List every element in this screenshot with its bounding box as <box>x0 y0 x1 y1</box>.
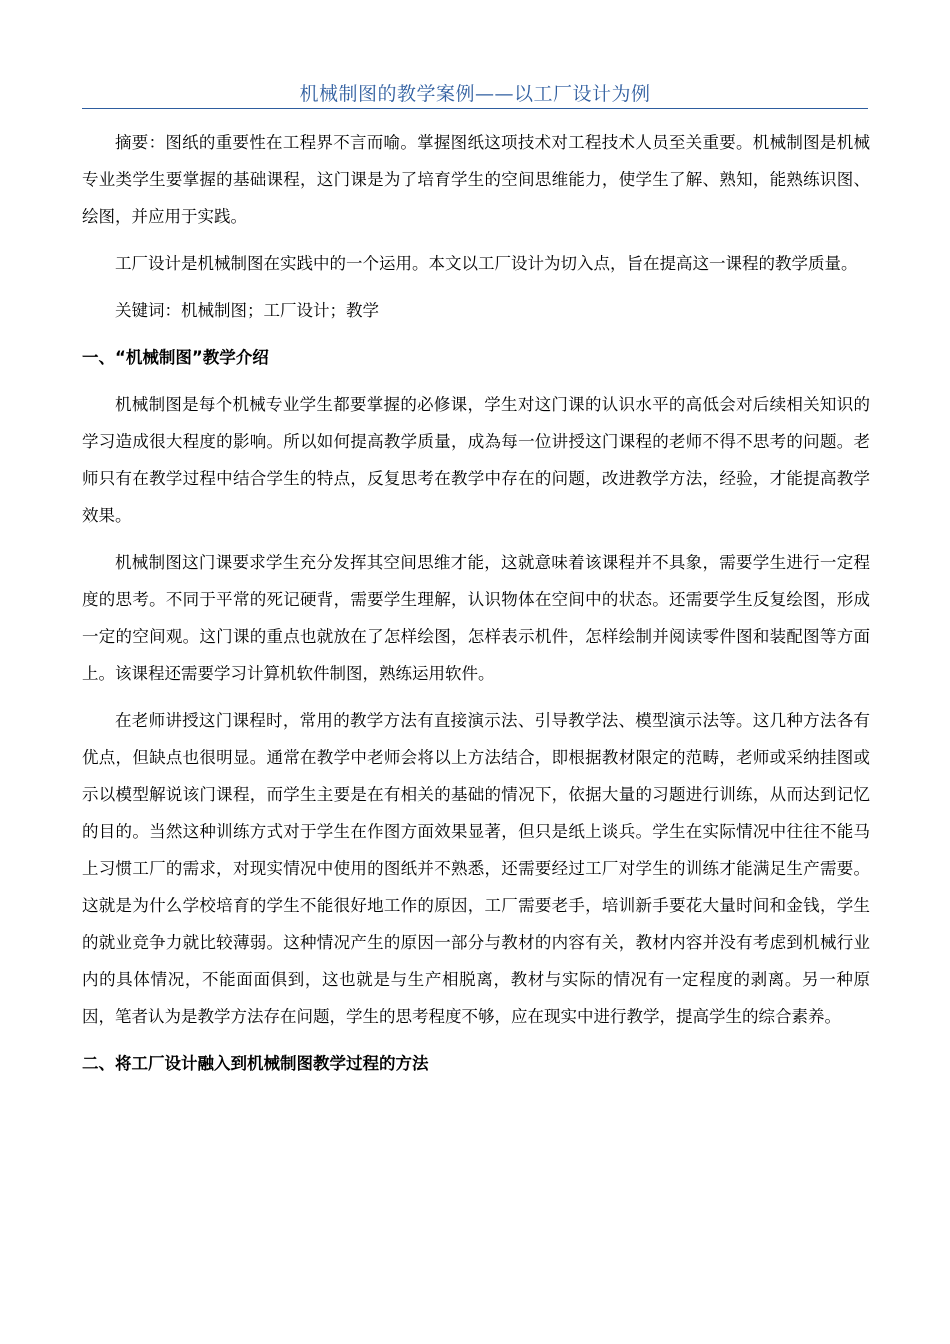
section-1-heading: 一、“机械制图”教学介绍 <box>82 348 269 367</box>
section-1-paragraph-1: 机械制图是每个机械专业学生都要掌握的必修课，学生对这门课的认识水平的高低会对后续相关知识的学习造成很大程度的影响。所以如何提高教学质量，成為每一位讲授这门课程的老师不得不思考的问题。老师只有在教学过程中结合学生的特点，反复思考在教学中存在的问题，改进教学方法，经验，才能提高教学效果。 <box>82 395 870 525</box>
section-2-heading: 二、将工厂设计融入到机械制图教学过程的方法 <box>82 1054 429 1073</box>
abstract-paragraph: 摘要：图纸的重要性在工程界不言而喻。掌握图纸这项技术对工程技术人员至关重要。机械制图是机械专业类学生要掌握的基础课程，这门课是为了培育学生的空间思维能力，使学生了解、熟知，能熟练识图、绘图，并应用于实践。 <box>82 133 870 226</box>
document-title: 机械制图的教学案例——以工厂设计为例 <box>299 83 651 105</box>
document-body <box>82 124 870 1092</box>
section-1-paragraph-2: 机械制图这门课要求学生充分发挥其空间思维才能，这就意味着该课程并不具象，需要学生进行一定程度的思考。不同于平常的死记硬背，需要学生理解，认识物体在空间中的状态。还需要学生反复绘图，形成一定的空间观。这门课的重点也就放在了怎样绘图，怎样表示机件，怎样绘制并阅读零件图和装配图等方面上。该课程还需要学习计算机软件制图，熟练运用软件。 <box>82 553 870 683</box>
intro-paragraph: 工厂设计是机械制图在实践中的一个运用。本文以工厂设计为切入点，旨在提高这一课程的教学质量。 <box>115 254 858 273</box>
keywords-line: 关键词：机械制图；工厂设计；教学 <box>115 301 379 320</box>
title-underline <box>82 108 868 109</box>
section-1-paragraph-3: 在老师讲授这门课程时，常用的教学方法有直接演示法、引导教学法、模型演示法等。这几种方法各有优点，但缺点也很明显。通常在教学中老师会将以上方法结合，即根据教材限定的范畴，老师或采纳挂图或示以模型解说该门课程，而学生主要是在有相关的基础的情况下，依据大量的习题进行训练，从而达到记忆的目的。当然这种训练方式对于学生在作图方面效果显著，但只是纸上谈兵。学生在实际情况中往往不能马上习惯工厂的需求，对现实情况中使用的图纸并不熟悉，还需要经过工厂对学生的训练才能满足生产需要。这就是为什么学校培育的学生不能很好地工作的原因，工厂需要老手，培训新手要花大量时间和金钱，学生的就业竞争力就比较薄弱。这种情况产生的原因一部分与教材的内容有关，教材内容并没有考虑到机械行业内的具体情况，不能面面俱到，这也就是与生产相脱离，教材与实际的情况有一定程度的剥离。另一种原因，笔者认为是教学方法存在问题，学生的思考程度不够，应在现实中进行教学，提高学生的综合素养。 <box>82 711 870 1026</box>
